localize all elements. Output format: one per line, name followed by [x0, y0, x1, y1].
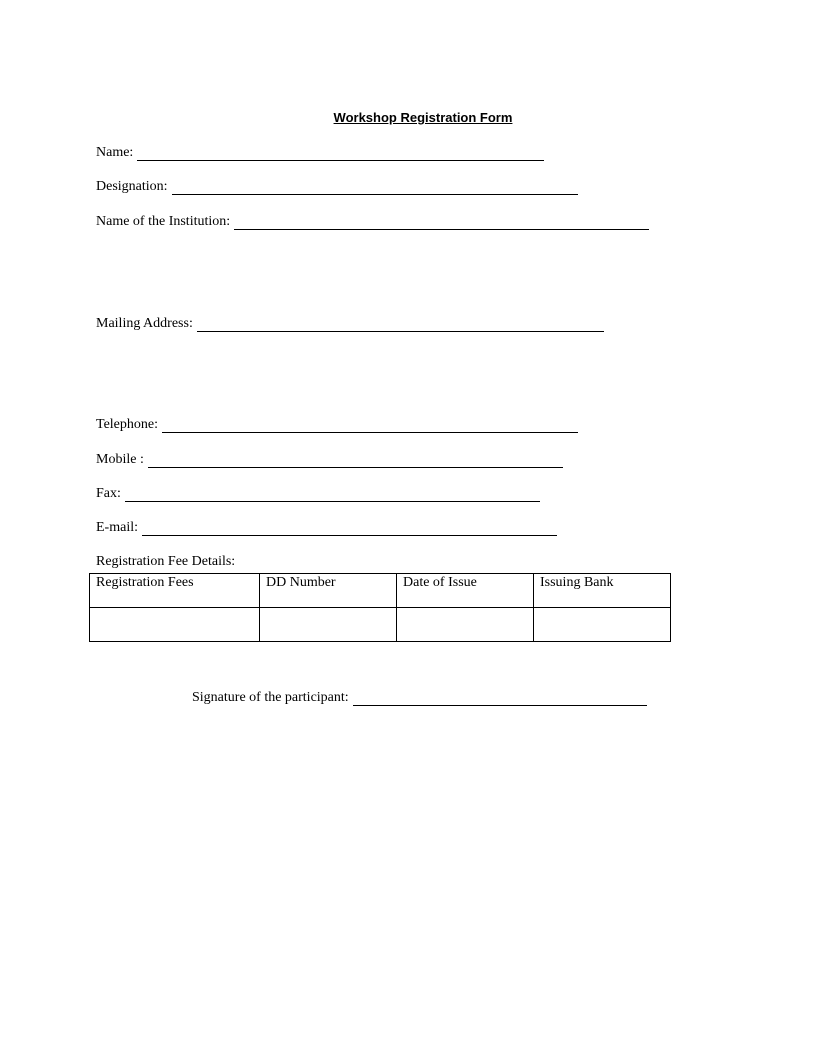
registration-fees-cell[interactable]	[90, 608, 260, 642]
field-designation	[96, 179, 578, 195]
field-institution	[96, 214, 649, 230]
field-label: Telephone:	[96, 417, 158, 432]
issuing-bank-cell[interactable]	[534, 608, 671, 642]
field-label: Name:	[96, 145, 134, 160]
name-input-line[interactable]	[137, 146, 544, 161]
institution-input-line[interactable]	[234, 215, 649, 230]
field-name	[96, 145, 544, 161]
dd-number-cell[interactable]	[260, 608, 397, 642]
field-label: Fax:	[96, 486, 121, 501]
fax-input-line[interactable]	[125, 487, 540, 502]
field-label: E-mail:	[96, 520, 138, 535]
field-label: Designation:	[96, 179, 168, 194]
field-email	[96, 520, 557, 536]
fee-details-label: Registration Fee Details:	[96, 554, 236, 569]
table-header-row	[90, 574, 671, 608]
designation-input-line[interactable]	[172, 180, 578, 195]
email-input-line[interactable]	[142, 521, 557, 536]
signature-row	[192, 690, 647, 706]
fee-details-table	[89, 573, 671, 642]
field-label: Mailing Address:	[96, 316, 193, 331]
form-title: Workshop Registration Form	[333, 110, 513, 125]
field-mobile	[96, 452, 563, 468]
table-row	[90, 608, 671, 642]
table-header-cell: DD Number	[260, 574, 397, 608]
signature-label: Signature of the participant:	[192, 690, 349, 705]
field-mailing-address	[96, 316, 604, 332]
signature-line[interactable]	[353, 691, 647, 706]
field-label: Name of the Institution:	[96, 214, 231, 229]
table-header-cell: Issuing Bank	[534, 574, 671, 608]
mobile-input-line[interactable]	[148, 453, 563, 468]
field-telephone	[96, 417, 578, 433]
telephone-input-line[interactable]	[162, 418, 578, 433]
mailing-address-input-line[interactable]	[197, 317, 604, 332]
field-label: Mobile :	[96, 452, 144, 467]
date-of-issue-cell[interactable]	[397, 608, 534, 642]
table-header-cell: Registration Fees	[90, 574, 260, 608]
field-fax	[96, 486, 540, 502]
table-header-cell: Date of Issue	[397, 574, 534, 608]
